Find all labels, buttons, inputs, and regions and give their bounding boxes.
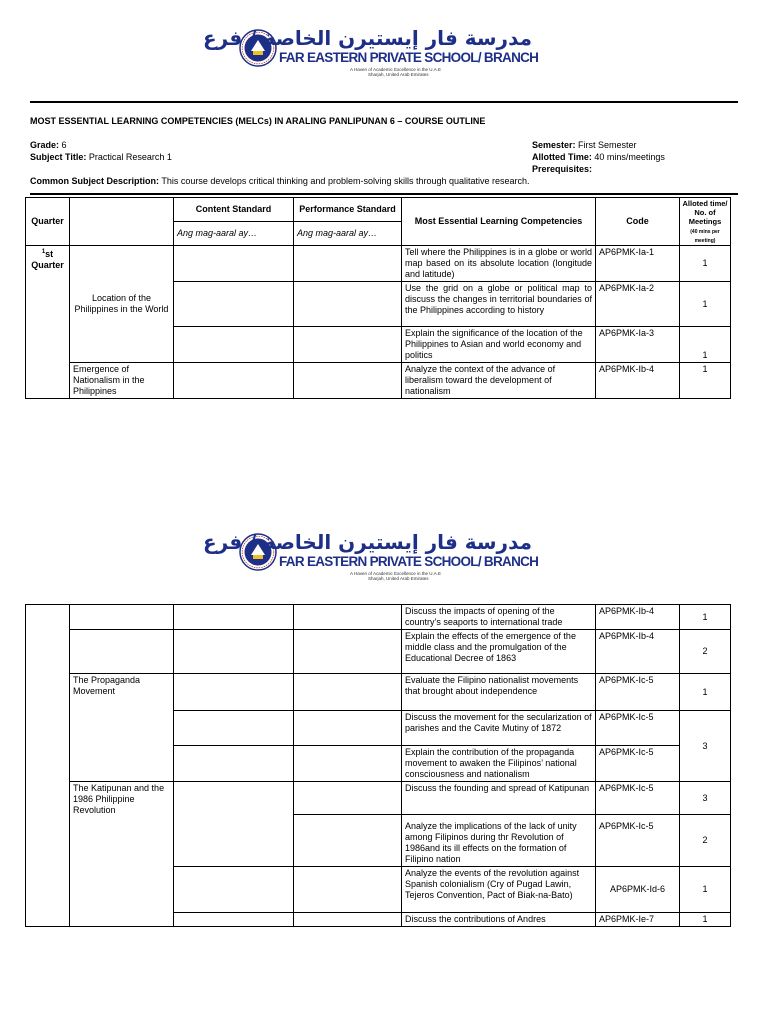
grade-value: 6 (61, 140, 67, 150)
code-cell: AP6PMK-Ib-4 (596, 363, 680, 399)
semester-value: First Semester (578, 140, 637, 150)
header-quarter: Quarter (26, 198, 70, 246)
performance-cell (294, 711, 402, 746)
arabic-school-name: مدرسة فار إيستيرن الخاصة / فرع (203, 530, 532, 554)
school-tagline: A Haven of Academic Excellence in the U.A.E (350, 67, 442, 72)
code-cell: AP6PMK-Ic-5 (596, 746, 680, 782)
content-cell (174, 711, 294, 746)
meetings-cell: 1 (680, 867, 731, 913)
description-divider (30, 193, 738, 195)
code-cell: AP6PMK-Ic-5 (596, 711, 680, 746)
arabic-school-name: مدرسة فار إيستيرن الخاصة / فرع (203, 26, 532, 50)
quarter-text: st Quarter (31, 249, 64, 270)
content-cell (174, 867, 294, 913)
content-cell (174, 605, 294, 630)
page2-header (0, 530, 768, 593)
performance-cell (294, 246, 402, 282)
content-cell (174, 913, 294, 927)
performance-cell (294, 867, 402, 913)
melc-cell: Explain the significance of the location of the Philippines to Asian and world economy and politics (402, 327, 596, 363)
meetings-cell: 2 (680, 815, 731, 867)
time-value: 40 mins/meetings (594, 152, 665, 162)
melc-table-page2 (25, 604, 731, 927)
prereq-line (532, 164, 592, 174)
melc-cell: Explain the contribution of the propaganda movement to awaken the Filipinos’ national consciousness and nationalism (402, 746, 596, 782)
code-cell: AP6PMK-Ia-2 (596, 282, 680, 327)
melc-table-page1 (25, 197, 731, 399)
meetings-cell: 2 (680, 630, 731, 674)
content-cell (174, 746, 294, 782)
content-cell (174, 327, 294, 363)
description-value: This course develops critical thinking and problem-solving skills through qualitative research. (161, 176, 530, 186)
semester-line (532, 140, 637, 150)
header-performance-standard: Performance Standard (294, 198, 402, 222)
header-topic (70, 198, 174, 246)
melc-cell: Explain the effects of the emergence of the middle class and the promulgation of the Educational Decree of 1863 (402, 630, 596, 674)
quarter-cell (26, 246, 70, 399)
header-content-standard: Content Standard (174, 198, 294, 222)
time-line (532, 152, 665, 162)
melc-cell: Use the grid on a globe or political map to discuss the changes in territorial boundaries of the Philippines according to history (402, 282, 596, 327)
school-location: Sharjah, United Arab Emirates (368, 72, 429, 77)
description-label: Common Subject Description: (30, 176, 160, 186)
code-cell: AP6PMK-Ic-5 (596, 782, 680, 815)
content-cell (174, 246, 294, 282)
description-line (30, 176, 530, 186)
grade-line (30, 140, 67, 150)
school-location: Sharjah, United Arab Emirates (368, 576, 429, 581)
performance-cell (294, 363, 402, 399)
meetings-cell: 1 (680, 327, 731, 363)
code-cell: AP6PMK-Ic-5 (596, 674, 680, 711)
subject-label: Subject Title: (30, 152, 87, 162)
school-name: FAR EASTERN PRIVATE SCHOOL/ BRANCH (279, 50, 539, 65)
school-tagline: A Haven of Academic Excellence in the U.A.E (350, 571, 442, 576)
topic-location: Location of the Philippines in the World (70, 246, 174, 363)
content-cell (174, 282, 294, 327)
code-cell: AP6PMK-Ia-3 (596, 327, 680, 363)
melc-cell: Discuss the movement for the secularization of parishes and the Cavite Mutiny of 1872 (402, 711, 596, 746)
performance-cell (294, 282, 402, 327)
header-alloted-label: Alloted time/ No. of Meetings (682, 199, 728, 226)
melc-cell: Discuss the founding and spread of Katipunan (402, 782, 596, 815)
meetings-cell: 1 (680, 246, 731, 282)
meetings-cell: 1 (680, 363, 731, 399)
melc-cell: Tell where the Philippines is in a globe or world map based on its absolute location (longitude and latitude) (402, 246, 596, 282)
header-melc: Most Essential Learning Competencies (402, 198, 596, 246)
topic-nationalism: Emergence of Nationalism in the Philippines (70, 363, 174, 399)
header-divider (30, 101, 738, 103)
grade-label: Grade: (30, 140, 60, 150)
meetings-cell: 3 (680, 711, 731, 782)
performance-cell (294, 782, 402, 815)
content-standard-sub: Ang mag-aaral ay… (174, 222, 294, 246)
performance-cell (294, 746, 402, 782)
meetings-cell: 1 (680, 605, 731, 630)
meetings-cell: 1 (680, 913, 731, 927)
header-code: Code (596, 198, 680, 246)
performance-standard-sub: Ang mag-aaral ay… (294, 222, 402, 246)
code-cell: AP6PMK-Ib-4 (596, 630, 680, 674)
document-title: MOST ESSENTIAL LEARNING COMPETENCIES (MELCs) IN ARALING PANLIPUNAN 6 – COURSE OUTLINE (30, 116, 486, 126)
code-cell: AP6PMK-Ib-4 (596, 605, 680, 630)
header-alloted-note: (40 mins per meeting) (690, 229, 720, 244)
code-cell: AP6PMK-Ie-7 (596, 913, 680, 927)
topic-katipunan: The Katipunan and the 1986 Philippine Revolution (70, 782, 174, 927)
melc-cell: Analyze the context of the advance of liberalism toward the development of nationalism (402, 363, 596, 399)
quarter-cell (26, 605, 70, 927)
melc-cell: Analyze the events of the revolution against Spanish colonialism (Cry of Pugad Lawin, Tejeros Convention, Pact of Biak-na-Bato) (402, 867, 596, 913)
header-alloted (680, 198, 731, 246)
time-label: Allotted Time: (532, 152, 592, 162)
topic-propaganda: The Propaganda Movement (70, 674, 174, 782)
content-cell (174, 674, 294, 711)
meetings-cell: 3 (680, 782, 731, 815)
topic-cell (70, 630, 174, 674)
school-name: FAR EASTERN PRIVATE SCHOOL/ BRANCH (279, 554, 539, 569)
meetings-cell: 1 (680, 674, 731, 711)
melc-cell: Discuss the contributions of Andres (402, 913, 596, 927)
code-cell: AP6PMK-Ia-1 (596, 246, 680, 282)
page1-header (0, 26, 768, 89)
subject-line (30, 152, 172, 162)
performance-cell (294, 815, 402, 867)
content-cell (174, 782, 294, 867)
performance-cell (294, 605, 402, 630)
performance-cell (294, 327, 402, 363)
prereq-label: Prerequisites: (532, 164, 593, 174)
performance-cell (294, 630, 402, 674)
content-cell (174, 630, 294, 674)
content-cell (174, 363, 294, 399)
performance-cell (294, 674, 402, 711)
semester-label: Semester: (532, 140, 576, 150)
subject-value: Practical Research 1 (88, 152, 172, 162)
meetings-cell: 1 (680, 282, 731, 327)
topic-cell (70, 605, 174, 630)
code-cell: AP6PMK-Id-6 (596, 867, 680, 913)
melc-cell: Evaluate the Filipino nationalist movements that brought about independence (402, 674, 596, 711)
code-cell: AP6PMK-Ic-5 (596, 815, 680, 867)
melc-cell: Discuss the impacts of opening of the country’s seaports to international trade (402, 605, 596, 630)
quarter-sup: 1 (41, 249, 46, 255)
melc-cell: Analyze the implications of the lack of unity among Filipinos during thr Revolution of 1986and its ill effects on the formation of Filipino nation (402, 815, 596, 867)
performance-cell (294, 913, 402, 927)
